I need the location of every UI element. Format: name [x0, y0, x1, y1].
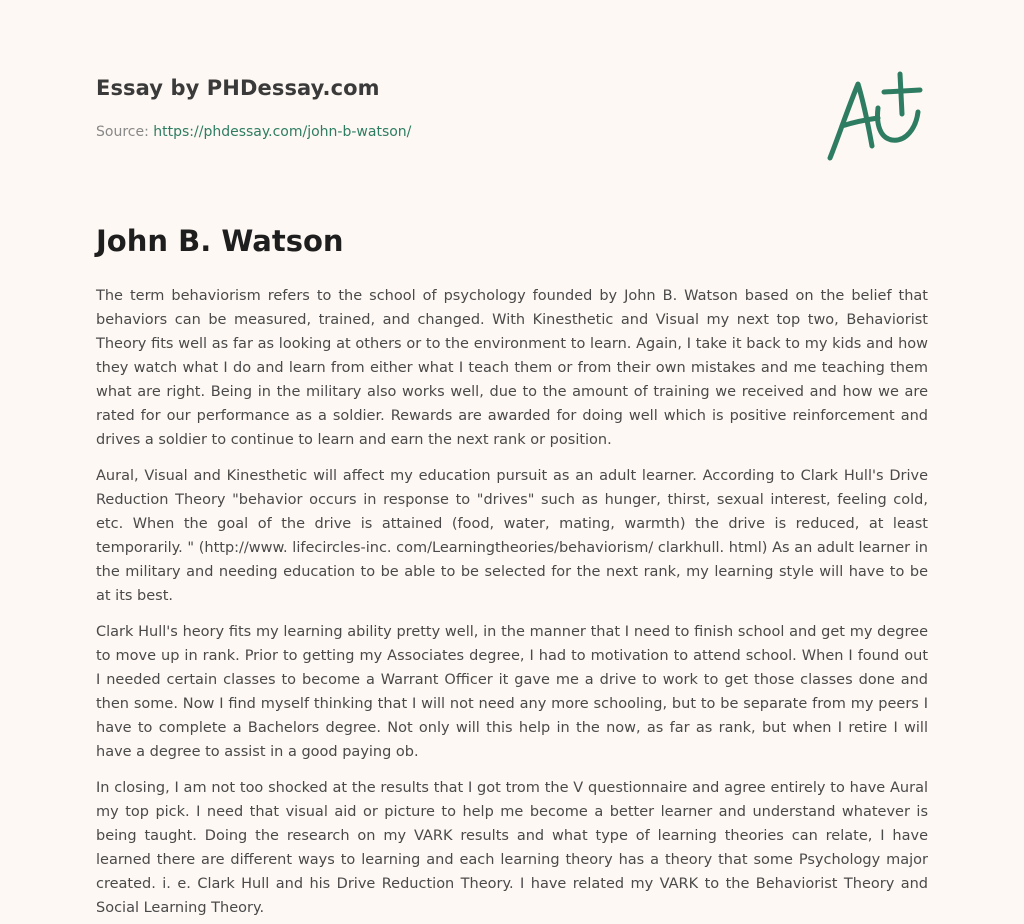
paragraph-3: Clark Hull's heory fits my learning ability pretty well, in the manner that I need to finish school and get my degree to move up in rank. Prior to getting my Associates degree, I had to motivation to attend school. When I found out I needed certain classes to become a Warrant Officer it gave me a drive to work to get those classes done and then some. Now I find myself thinking that I will not need any more schooling, but to be separate from my peers I have to complete a Bachelors degree. Not only will this help in the now, as far as rank, but when I retire I will have a degree to assist in a good paying ob. [96, 624, 928, 760]
paragraph-1: The term behaviorism refers to the school of psychology founded by John B. Watson based on the belief that behaviors can be measured, trained, and changed. With Kinesthetic and Visual my next top two, Behaviorist Theory fits well as far as looking at others or to the environment to learn. Again, I take it back to my kids and how they watch what I do and learn from either what I teach them or from their own mistakes and me teaching them what are right. Being in the military also works well, due to the amount of training we received and how we are rated for our performance as a soldier. Rewards are awarded for doing well which is positive reinforcement and drives a soldier to continue to learn and earn the next rank or position. [96, 288, 928, 448]
article-body [96, 284, 928, 924]
source-link[interactable]: https://phdessay.com/john-b-watson/ [153, 124, 412, 140]
paragraph-4: In closing, I am not too shocked at the results that I got trom the V questionnaire and agree entirely to have Aural my top pick. I need that visual aid or picture to help me become a better learner and understand whatever is being taught. Doing the research on my VARK results and what type of learning theories can relate, I have learned there are different ways to learning and each learning theory has a theory that some Psychology major created. i. e. Clark Hull and his Drive Reduction Theory. I have related my VARK to the Behaviorist Theory and Social Learning Theory. [96, 780, 928, 916]
paragraph-2: Aural, Visual and Kinesthetic will affect my education pursuit as an adult learner. According to Clark Hull's Drive Reduction Theory "behavior occurs in response to "drives" such as hunger, thirst, sexual interest, feeling cold, etc. When the goal of the drive is attained (food, water, mating, warmth) the drive is reduced, at least temporarily. " (http://www. lifecircles-inc. com/Learningtheories/behaviorism/ clarkhull. html) As an adult learner in the military and needing education to be able to be selected for the next rank, my learning style will have to be at its best. [96, 468, 928, 604]
site-title: Essay by PHDessay.com [96, 76, 380, 100]
a-plus-grade-icon [820, 68, 928, 164]
source-label: Source: [96, 124, 149, 140]
article-title: John B. Watson [96, 224, 344, 258]
source-line [96, 124, 411, 140]
